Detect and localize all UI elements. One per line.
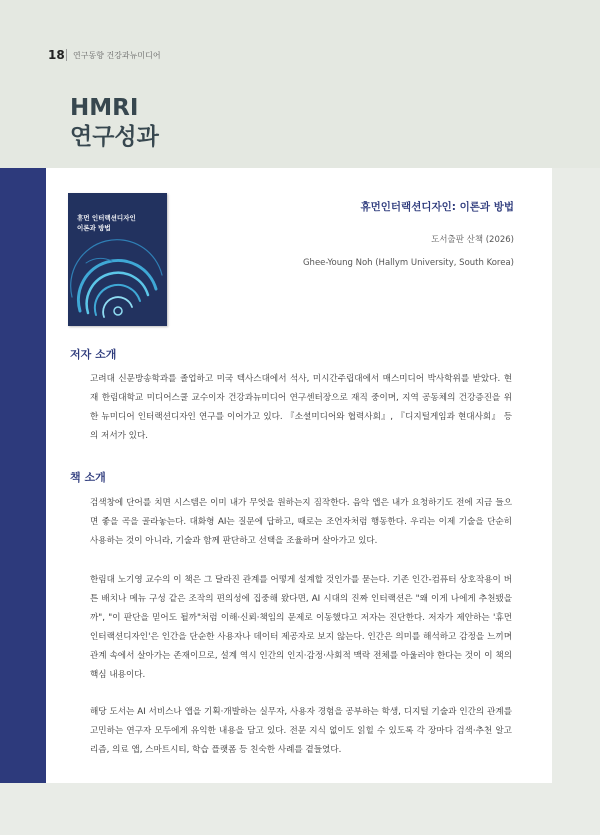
page-title-line1: HMRI bbox=[70, 95, 139, 121]
bottom-band bbox=[0, 783, 600, 835]
author-bio-text: 고려대 신문방송학과를 졸업하고 미국 텍사스대에서 석사, 미시간주립대에서 매스미디어 박사학위를 받았다. 현재 한림대학교 미디어스쿨 교수이자 건강과뉴미디어 연구센터장으로 재직 중이며, 지역 공동체의 건강증진을 위한 뉴미디어 인터랙션디자인 연구를 이어가고 있다. 『소셜미디어와 협력사회』, 『디지털게임과 현대사회』 등의 저서가 있다. bbox=[90, 374, 512, 441]
cover-title: 휴먼 인터랙션디자인 이론과 방법 bbox=[77, 214, 136, 232]
book-title: 휴먼인터랙션디자인: 이론과 방법 bbox=[360, 201, 514, 213]
page-title-line2: 연구성과 bbox=[70, 124, 159, 150]
header-divider bbox=[66, 49, 67, 61]
book-publisher: 도서출판 산책 (2026) bbox=[431, 235, 514, 245]
book-intro-paragraph-3: 해당 도서는 AI 서비스나 앱을 기획·개발하는 실무자, 사용자 경험을 공부하는 학생, 디지털 기술과 인간의 관계를 고민하는 연구자 모두에게 유익한 내용을 담고 있다. 전문 지식 없이도 읽힐 수 있도록 각 장마다 검색·추천 알고리즘, 의료 앱, 스마트시티, 학습 플랫폼 등 친숙한 사례를 곁들였다. bbox=[90, 707, 512, 755]
book-cover bbox=[68, 193, 167, 326]
side-accent-bar bbox=[0, 168, 46, 783]
book-author: Ghee-Young Noh (Hallym University, South Korea) bbox=[302, 258, 514, 268]
book-section-heading: 책 소개 bbox=[70, 471, 106, 484]
page-title bbox=[70, 94, 159, 152]
author-section-heading: 저자 소개 bbox=[70, 348, 117, 361]
running-head: 연구동향 건강과뉴미디어 bbox=[73, 51, 161, 60]
book-intro-paragraph-2: 한림대 노기영 교수의 이 책은 그 달라진 관계를 어떻게 설계할 것인가를 묻는다. 기존 인간-컴퓨터 상호작용이 버튼 배치나 메뉴 구성 같은 조작의 편의성에 집중해 왔다면, AI 시대의 진짜 인터랙션은 "왜 이게 나에게 추천됐을까", "이 판단을 믿어도 될까"처럼 이해·신뢰·책임의 문제로 이동했다고 저자는 진단한다. 저자가 제안하는 '휴먼 인터랙션디자인'은 인간을 단순한 사용자나 데이터 제공자로 보지 않는다. 인간은 의미를 해석하고 감정을 느끼며 관계 속에서 살아가는 존재이므로, 설계 역시 인간의 인지·감정·사회적 맥락 전체를 아울러야 한다는 것이 이 책의 핵심 내용이다. bbox=[90, 575, 512, 680]
page-number: 18 bbox=[48, 48, 65, 62]
book-intro-paragraph-1: 검색창에 단어를 치면 시스템은 이미 내가 무엇을 원하는지 짐작한다. 음악 앱은 내가 요청하기도 전에 지금 들으면 좋을 곡을 골라놓는다. 대화형 AI는 질문에 답하고, 때로는 조언자처럼 행동한다. 우리는 이제 기술을 단순히 사용하는 것이 아니라, 기술과 함께 판단하고 선택을 조율하며 살아가고 있다. bbox=[90, 498, 512, 546]
